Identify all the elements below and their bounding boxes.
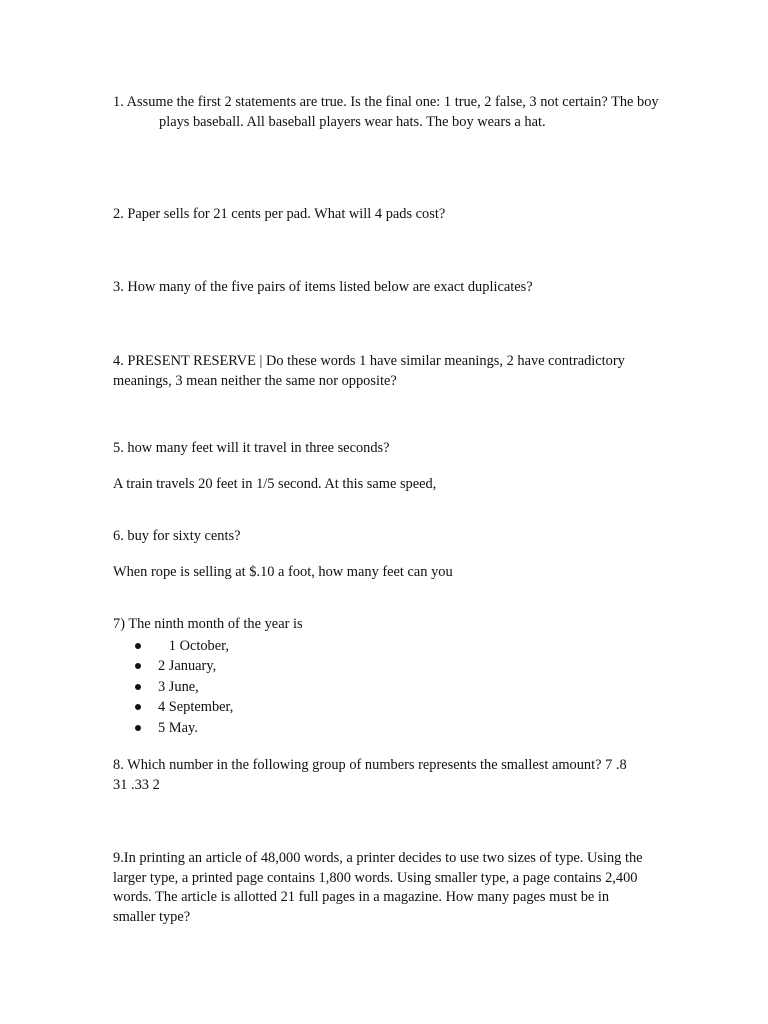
question-1: 1. Assume the first 2 statements are true. Is the final one: 1 true, 2 false, 3 not certain? The boy plays baseball. All baseball players wear hats. The boy wears a hat.: [113, 94, 659, 130]
option-label: 1 October,: [158, 638, 229, 654]
question-9: 9.In printing an article of 48,000 words, a printer decides to use two sizes of type. Using the larger type, a printed page contains 1,800 words. Using smaller type, a page contains 2,400 words. The article is allotted 21 full pages in a magazine. How many pages must be in smaller type?: [113, 850, 643, 925]
option-label: 2 January,: [158, 658, 217, 675]
question-2: 2. Paper sells for 21 cents per pad. What will 4 pads cost?: [113, 206, 446, 222]
list-item: [113, 718, 233, 738]
question-7-stem: 7) The ninth month of the year is: [113, 616, 303, 632]
option-label: 5 May.: [158, 719, 198, 736]
list-item: [113, 677, 233, 697]
list-item: [113, 636, 233, 656]
list-item: [113, 697, 233, 717]
question-8: 8. Which number in the following group of numbers represents the smallest amount? 7 .8 31 .33 2: [113, 757, 627, 793]
question-3: 3. How many of the five pairs of items listed below are exact duplicates?: [113, 279, 533, 295]
bullet-icon: [135, 725, 141, 731]
bullet-icon: [135, 663, 141, 669]
question-5-prompt: 5. how many feet will it travel in three seconds?: [113, 440, 390, 456]
bullet-icon: [135, 704, 141, 710]
question-6-context: When rope is selling at $.10 a foot, how many feet can you: [113, 564, 453, 580]
list-item: [113, 656, 233, 676]
bullet-icon: [135, 643, 141, 649]
option-label: 3 June,: [158, 678, 199, 695]
question-6-prompt: 6. buy for sixty cents?: [113, 528, 241, 544]
question-5-context: A train travels 20 feet in 1/5 second. At this same speed,: [113, 476, 437, 492]
question-7-options: [113, 636, 233, 738]
question-4: 4. PRESENT RESERVE | Do these words 1 have similar meanings, 2 have contradictory meanings, 3 mean neither the same nor opposite?: [113, 353, 625, 389]
bullet-icon: [135, 684, 141, 690]
option-label: 4 September,: [158, 699, 234, 716]
